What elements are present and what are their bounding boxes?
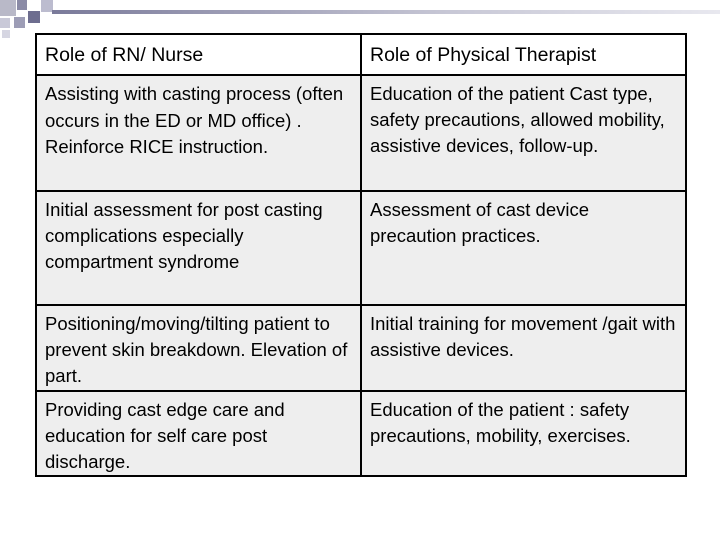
decorative-square [14, 17, 25, 28]
table-cell-pt-row1: Education of the patient Cast type, safety precautions, allowed mobility, assistive devices, follow-up. [362, 76, 685, 192]
decorative-square [2, 30, 10, 38]
table-cell-pt-row3: Initial training for movement /gait with assistive devices. [362, 306, 685, 392]
header-cell-physical-therapist: Role of Physical Therapist [362, 35, 685, 76]
table-cell-nurse-row3: Positioning/moving/tilting patient to prevent skin breakdown. Elevation of part. [37, 306, 362, 392]
decorative-square [28, 11, 40, 23]
roles-table [35, 33, 687, 477]
table-cell-pt-row4: Education of the patient : safety precautions, mobility, exercises. [362, 392, 685, 475]
header-cell-nurse: Role of RN/ Nurse [37, 35, 362, 76]
decorative-square [0, 0, 16, 16]
decorative-square [17, 0, 27, 10]
decorative-top-bar [52, 10, 720, 14]
table-cell-nurse-row2: Initial assessment for post casting complications especially compartment syndrome [37, 192, 362, 306]
table-cell-nurse-row4: Providing cast edge care and education for self care post discharge. [37, 392, 362, 475]
decorative-square [0, 18, 10, 28]
table-cell-nurse-row1: Assisting with casting process (often occurs in the ED or MD office) . Reinforce RICE instruction. [37, 76, 362, 192]
table-cell-pt-row2: Assessment of cast device precaution practices. [362, 192, 685, 306]
